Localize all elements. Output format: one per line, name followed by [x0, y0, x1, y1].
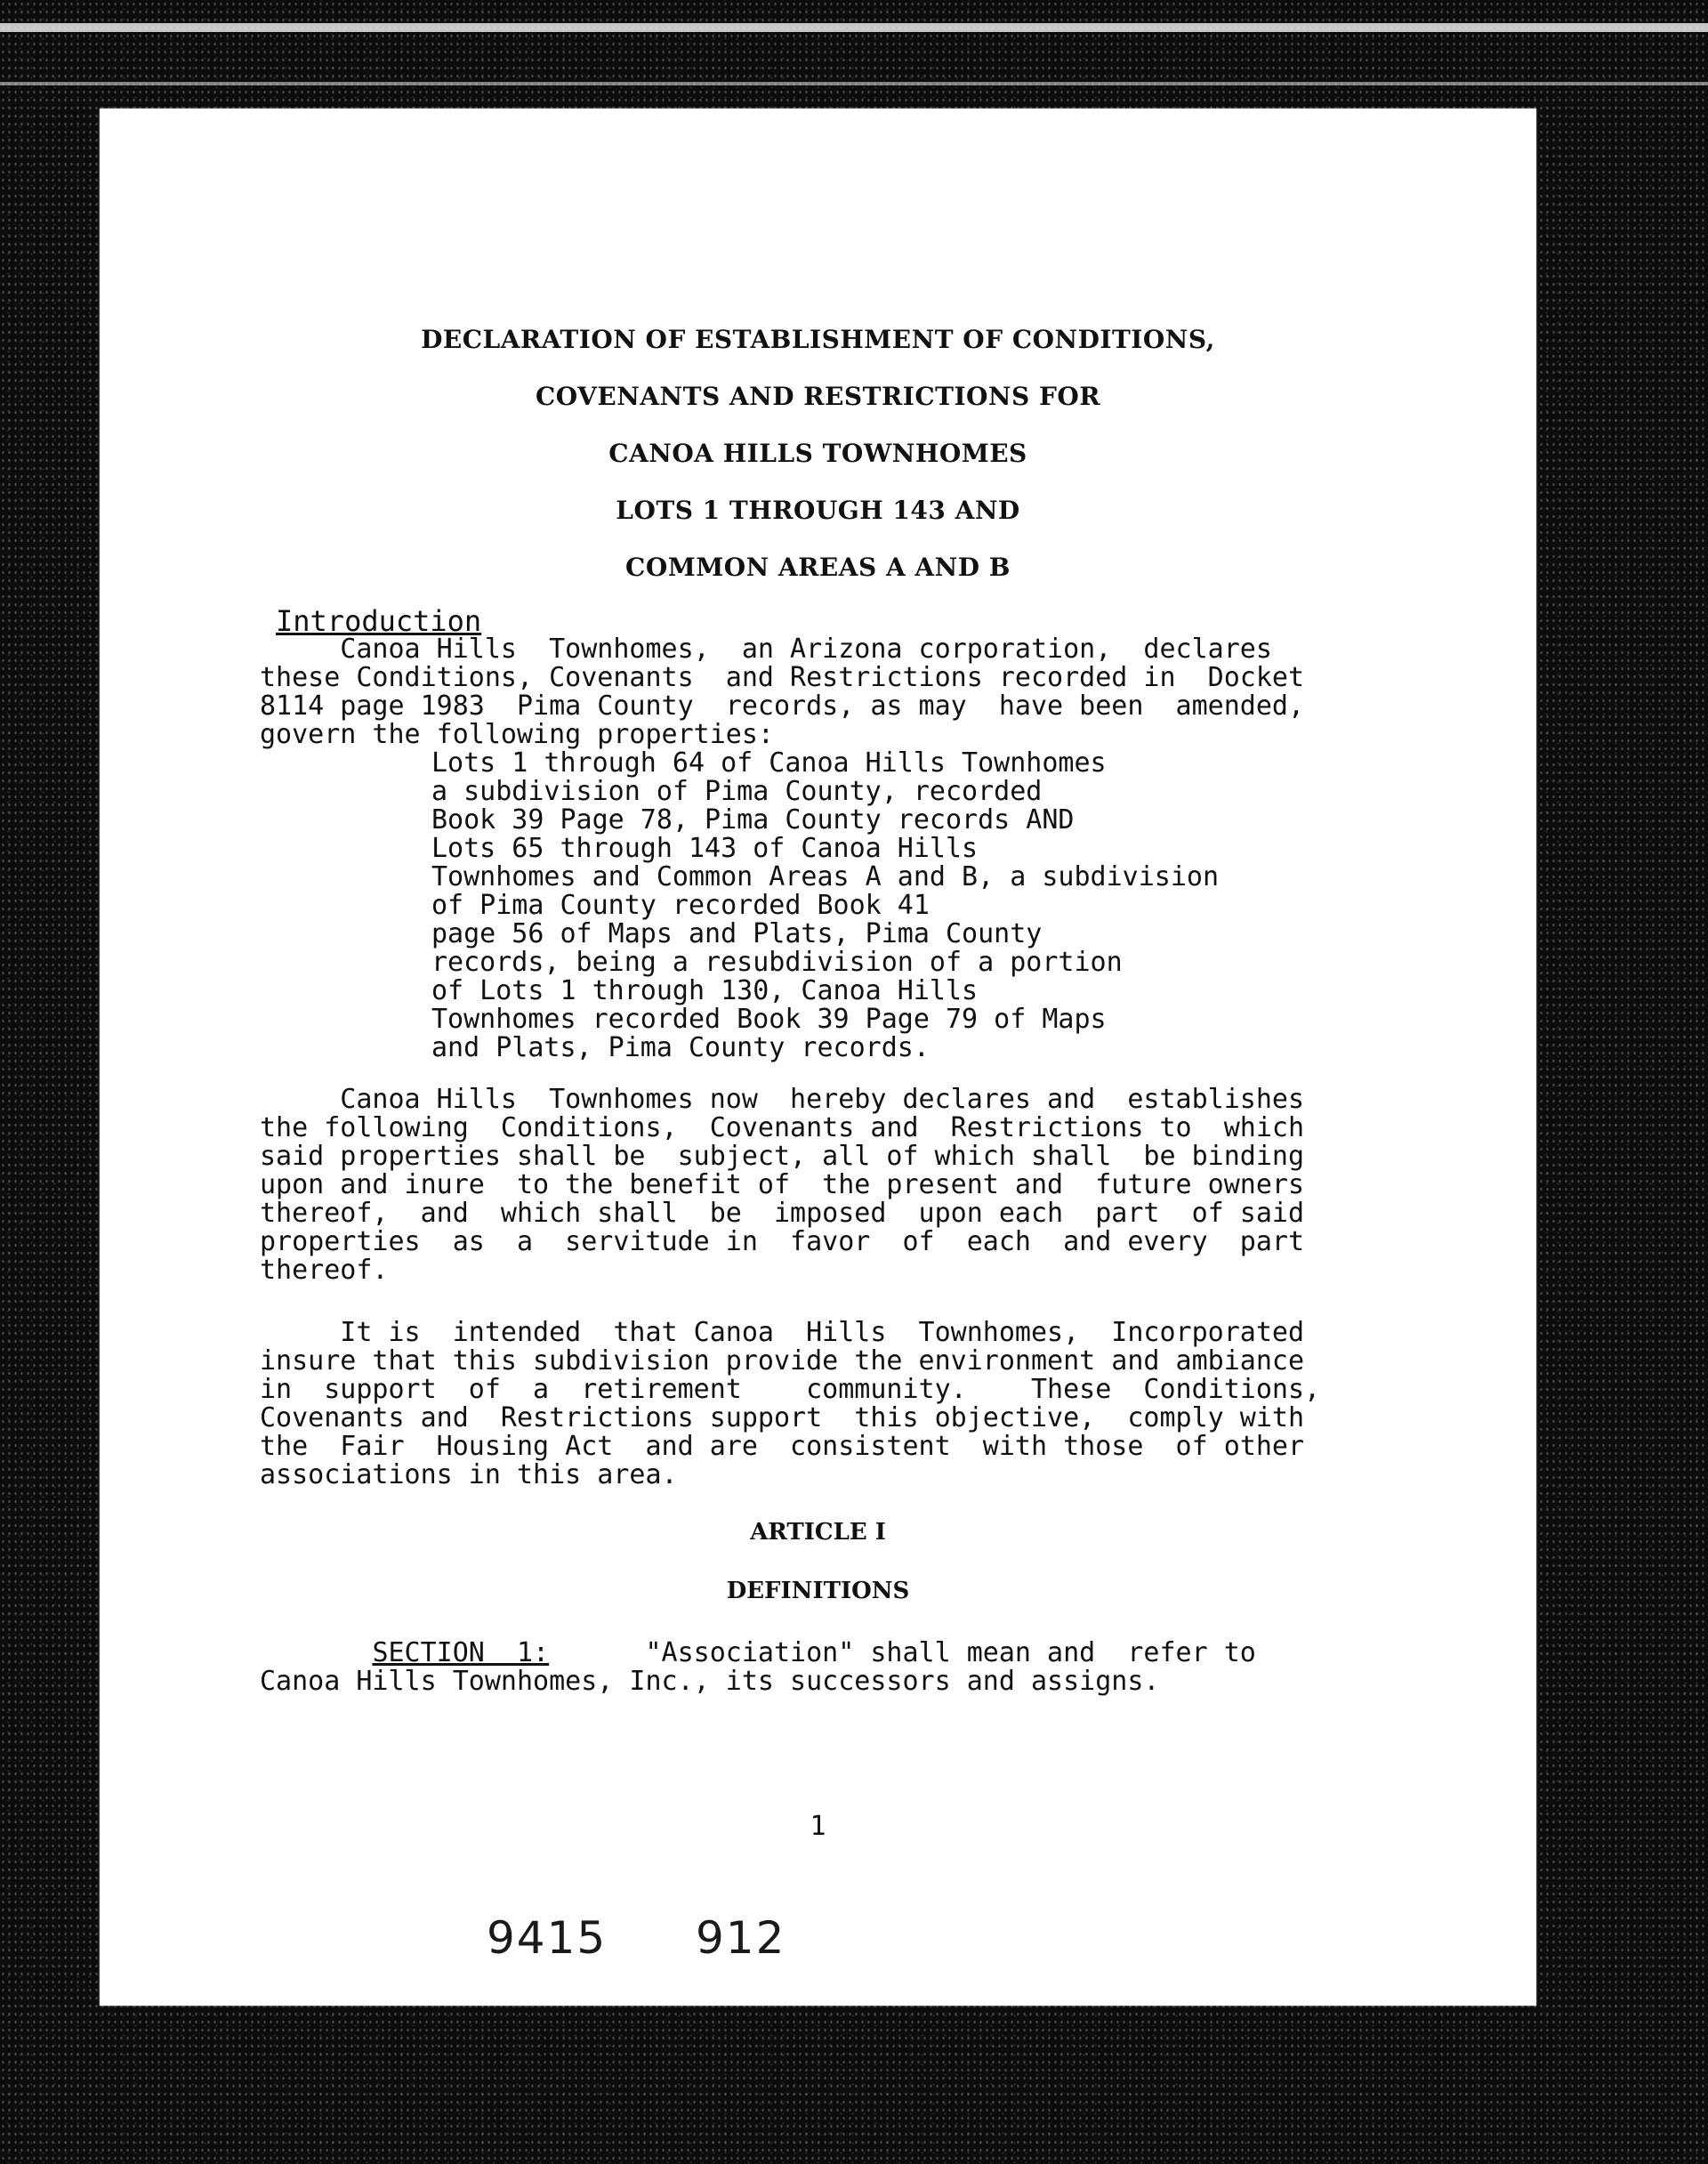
intent-paragraph: It is intended that Canoa Hills Townhomes, Incorporated insure that this subdivision provide the environment and ambiance in support of a retirement community. These Conditions, Covenants and Restrictions support this objective, comply with the Fair Housing Act and are consistent with those of other associations in this area.	[260, 1317, 1321, 1490]
recording-stamp-page: 912	[696, 1912, 786, 1964]
document-title-block	[100, 311, 1536, 596]
declaration-paragraph: Canoa Hills Townhomes now hereby declares and establishes the following Conditions, Covenants and Restrictions to which said properties shall be subject, all of which shall be binding upon and inure to the benefit of the present and future owners thereof, and which shall be imposed upon each part of said properties as a servitude in favor of each and every part thereof.	[260, 1084, 1304, 1286]
scan-edge-artifact	[0, 82, 1708, 85]
section-1-text: Canoa Hills Townhomes, Inc., its successors and assigns.	[260, 1666, 1160, 1697]
section-1	[260, 1639, 1256, 1696]
article-heading: ARTICLE I	[750, 1519, 886, 1546]
title-line: LOTS 1 THROUGH 143 AND	[616, 496, 1020, 525]
introduction-heading: Introduction	[276, 604, 482, 638]
section-1-text: "Association" shall mean and refer to	[549, 1637, 1256, 1668]
document-body	[100, 109, 1536, 2006]
scan-edge-artifact	[0, 23, 1708, 32]
title-line: COVENANTS AND RESTRICTIONS FOR	[535, 382, 1101, 411]
property-description: Lots 1 through 64 of Canoa Hills Townhomes a subdivision of Pima County, recorded Book 39 Page 78, Pima County records AND Lots 65 through 143 of Canoa Hills Townhomes and Common Areas A and B, a subdivision of Pima County recorded Book 41 page 56 of Maps and Plats, Pima County records, being a resubdivision of a portion of Lots 1 through 130, Canoa Hills Townhomes recorded Book 39 Page 79 of Maps and Plats, Pima County records.	[431, 747, 1220, 1063]
section-1-label: SECTION 1:	[372, 1637, 550, 1668]
title-line: CANOA HILLS TOWNHOMES	[608, 439, 1027, 468]
document-page	[100, 109, 1536, 2006]
intro-paragraph: Canoa Hills Townhomes, an Arizona corporation, declares these Conditions, Covenants and Restrictions recorded in Docket 8114 page 1983 Pima County records, as may have been amended, govern the following properties:	[260, 634, 1304, 750]
title-line: COMMON AREAS A AND B	[625, 553, 1011, 582]
page-number: 1	[810, 1811, 826, 1842]
title-line: DECLARATION OF ESTABLISHMENT OF CONDITIONS,	[421, 325, 1215, 354]
definitions-heading: DEFINITIONS	[726, 1578, 910, 1604]
recording-stamp-docket: 9415	[487, 1912, 608, 1964]
